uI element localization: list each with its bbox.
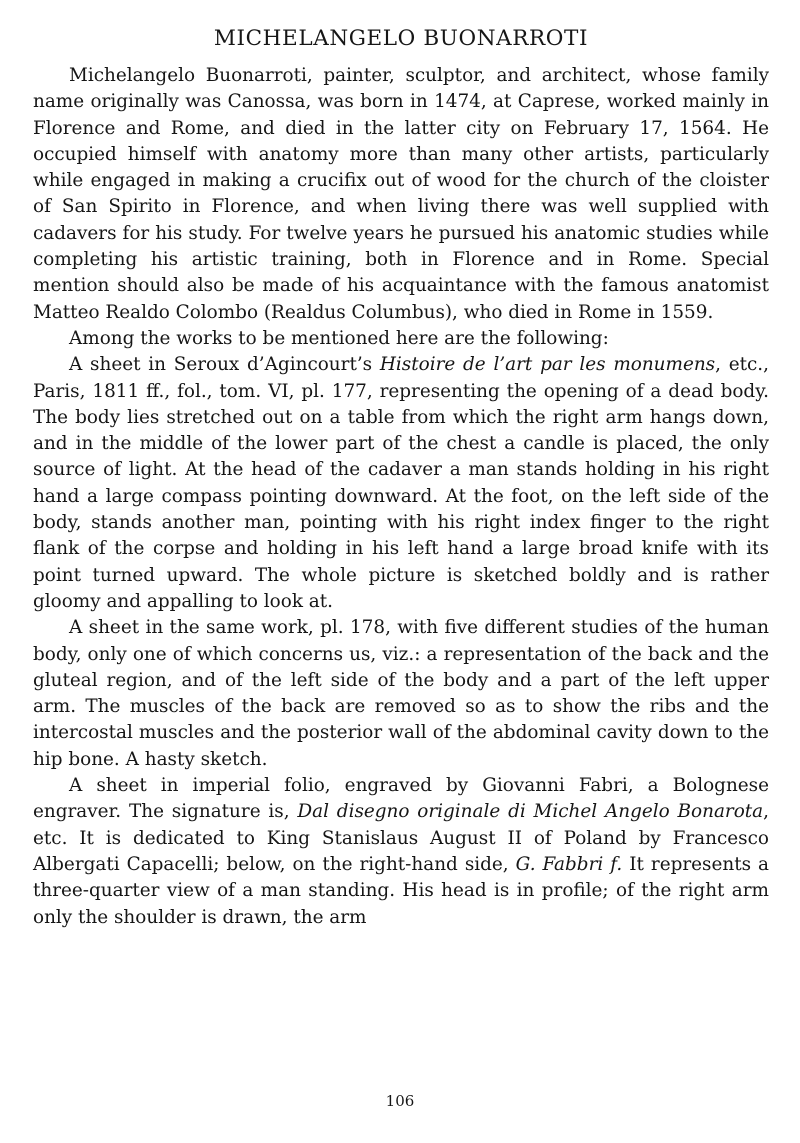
text-segment: , etc., Paris, 1811 ff., fol., tom. VI, pl. 177, representing the opening of a dead body. The body lies stretched out on a table from which the right arm hangs down, and in the middle of the lower part of the chest a candle is placed, the only source of light. At the head of the cadaver a man stands holding in his right hand a large compass pointing downward. At the foot, on the left side of the body, stands another man, pointing with his right index finger to the right flank of the corpse and holding in his left hand a large broad knife with its point turned upward. The whole picture is sketched boldly and is rather gloomy and appalling to look at.: [33, 354, 769, 612]
book-page: [33, 24, 769, 931]
paragraph-works-intro: Among the works to be mentioned here are the following:: [69, 327, 609, 349]
paragraph-dissection-sheet: [33, 352, 769, 615]
text-segment: It represents a three-quarter view of a man standing. His head is in profile; of the right arm only the shoulder is drawn, the arm: [33, 853, 770, 928]
text-segment: A sheet in Seroux d’Agincourt’s: [69, 354, 380, 376]
paragraph-biography: Michelangelo Buonarroti, painter, sculptor, and architect, whose family name originally was Canossa, was born in 1474, at Caprese, worked mainly in Florence and Rome, and died in the latter city on February 17, 1564. He occupied himself with anatomy more than many other artists, particularly while engaged in making a crucifix out of wood for the church of the cloister of San Spirito in Florence, and when living there was well supplied with cadavers for his study. For twelve years he pursued his anatomic studies while completing his artistic training, both in Florence and in Rome. Special mention should also be made of his acquaintance with the famous anatomist Matteo Realdo Colombo (Realdus Columbus), who died in Rome in 1559.: [33, 65, 769, 323]
signature-italic: Dal disegno originale di Michel Angelo Bonarota: [297, 801, 764, 823]
engraver-signature-italic: G. Fabbri f.: [515, 853, 623, 875]
text-segment: , etc. It is dedicated to King Stanislaus August II of Poland by Francesco Albergati Capacelli; below, on the right-hand side,: [33, 801, 770, 875]
paragraph-engraving-sheet: [33, 773, 769, 931]
book-title-italic: Histoire de l’art par les monumens: [379, 354, 716, 376]
text-segment: A sheet in imperial folio, engraved by Giovanni Fabri, a Bolognese engraver. The signature is,: [33, 775, 769, 823]
body-text: [33, 63, 769, 931]
paragraph-body-studies-sheet: A sheet in the same work, pl. 178, with five different studies of the human body, only one of which concerns us, viz.: a representation of the back and the gluteal region, and of the left side of the body and a part of the left upper arm. The muscles of the back are removed so as to show the ribs and the intercostal muscles and the posterior wall of the abdominal cavity down to the hip bone. A hasty sketch.: [33, 617, 769, 770]
page-title: MICHELANGELO BUONARROTI: [213, 26, 589, 51]
page-number: 106: [385, 1092, 415, 1110]
